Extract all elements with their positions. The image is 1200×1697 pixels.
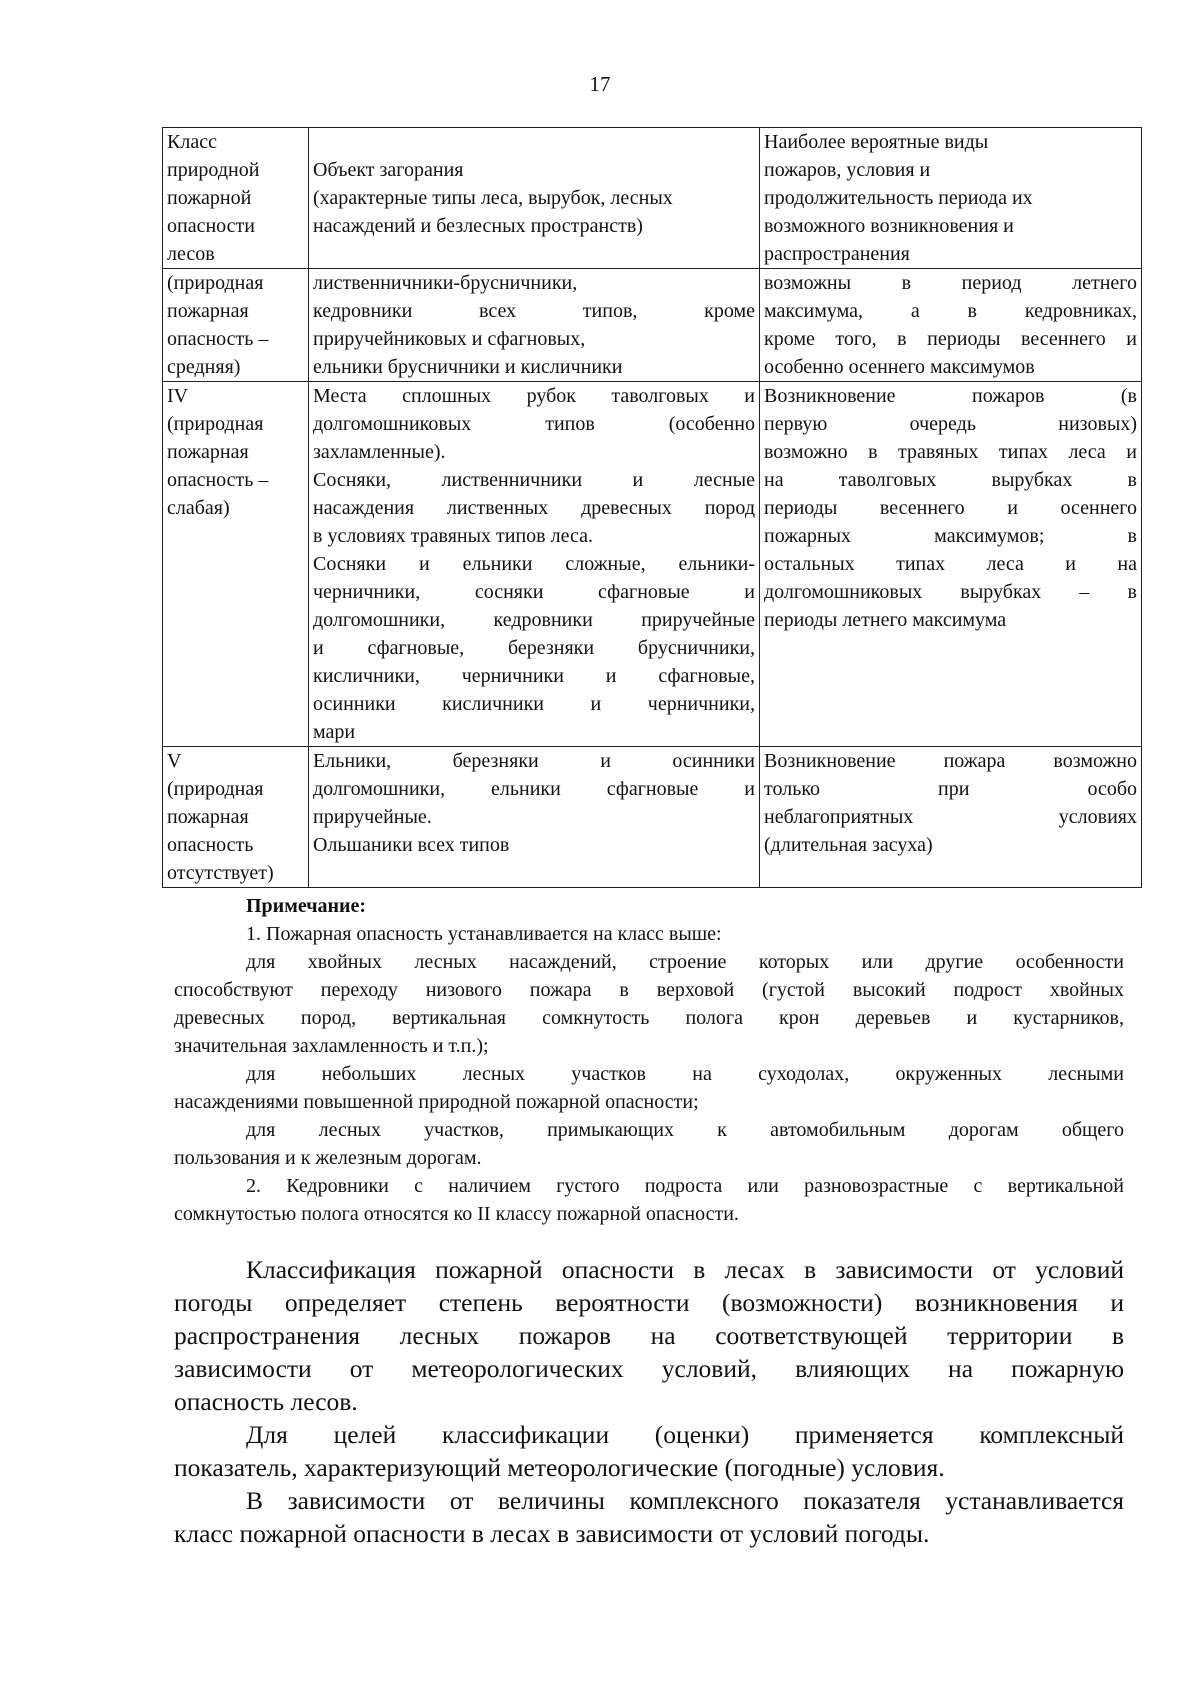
cell-line: максимума, а в кедровниках,	[764, 300, 1137, 322]
cell-line: Ельники, березняки и осинники	[313, 750, 755, 772]
cell-line: долгомошниковых вырубках – в	[764, 581, 1137, 603]
cell-line: (длительная засуха)	[764, 834, 933, 856]
cell-line: отсутствует)	[167, 862, 274, 884]
body-line: опасность лесов.	[174, 1387, 358, 1416]
cell-line: пожарной	[167, 187, 252, 209]
note-line: способствуют переходу низового пожара в верховой (густой высокий подрост хвойных	[174, 979, 1124, 1001]
table-header-row	[163, 128, 1142, 269]
cell-line: на таволговых вырубках в	[764, 469, 1137, 491]
cell-line: остальных типах леса и на	[764, 553, 1137, 575]
header-object-cell	[309, 128, 760, 269]
object-cell	[309, 269, 760, 382]
note-line: пользования и к железным дорогам.	[174, 1147, 482, 1169]
cell-line: Класс	[167, 131, 217, 153]
class-cell	[163, 382, 309, 747]
cell-line: только при особо	[764, 778, 1137, 800]
note-line: 2. Кедровники с наличием густого подроста или разновозрастные с вертикальной	[246, 1175, 1124, 1197]
cell-line: (природная	[167, 272, 264, 294]
cell-line: пожаров, условия и	[764, 159, 931, 181]
note-line: для хвойных лесных насаждений, строение которых или другие особенности	[246, 951, 1124, 973]
header-fire-types-cell	[760, 128, 1142, 269]
cell-line: долгомошники, кедровники приручейные	[313, 609, 755, 631]
cell-line: природной	[167, 159, 260, 181]
cell-line: периоды летнего максимума	[764, 609, 1007, 631]
cell-line: Объект загорания	[313, 159, 464, 181]
cell-line: пожарная	[167, 300, 249, 322]
table-row	[163, 269, 1142, 382]
body-line: погоды определяет степень вероятности (возможности) возникновения и	[174, 1288, 1124, 1317]
cell-line: пожарная	[167, 441, 249, 463]
cell-line: лесов	[167, 243, 215, 265]
cell-line: мари	[313, 721, 356, 743]
object-cell	[309, 382, 760, 747]
cell-line: приручейные.	[313, 806, 432, 828]
cell-line: возможно в травяных типах леса и	[764, 441, 1137, 463]
cell-line: осинники кисличники и черничники,	[313, 693, 755, 715]
note-title: Примечание:	[246, 895, 367, 917]
fire-danger-table	[162, 127, 1142, 888]
cell-line: опасность –	[167, 328, 269, 350]
cell-line: кроме того, в периоды весеннего и	[764, 328, 1137, 350]
table-note	[174, 892, 1124, 1228]
cell-line: Возникновение пожара возможно	[764, 750, 1137, 772]
cell-line: продолжительность периода их	[764, 187, 1033, 209]
note-line: для небольших лесных участков на суходолах, окруженных лесными	[246, 1063, 1124, 1085]
cell-line: и сфагновые, березняки брусничники,	[313, 637, 755, 659]
page-number: 17	[589, 72, 611, 96]
class-cell	[163, 269, 309, 382]
cell-line: возможного возникновения и	[764, 215, 1014, 237]
cell-line: Наиболее вероятные виды	[764, 131, 989, 153]
cell-line: долгомошники, ельники сфагновые и	[313, 778, 755, 800]
body-line: распространения лесных пожаров на соответствующей территории в	[174, 1321, 1124, 1350]
cell-line: пожарных максимумов; в	[764, 525, 1137, 547]
note-line: значительная захламленность и т.п.);	[174, 1035, 489, 1057]
note-line: сомкнутостью полога относятся ко II классу пожарной опасности.	[174, 1203, 739, 1225]
cell-line: Возникновение пожаров (в	[764, 385, 1137, 407]
note-line: для лесных участков, примыкающих к автомобильным дорогам общего	[246, 1119, 1124, 1141]
cell-line: (характерные типы леса, вырубок, лесных	[313, 187, 673, 209]
cell-line: черничники, сосняки сфагновые и	[313, 581, 755, 603]
cell-line: особенно осеннего максимумов	[764, 356, 1035, 378]
table-row	[163, 747, 1142, 888]
cell-line: кедровники всех типов, кроме	[313, 300, 755, 322]
body-line: Для целей классификации (оценки) применяется комплексный	[246, 1420, 1124, 1449]
cell-line: ельники брусничники и кисличники	[313, 356, 623, 378]
note-line: древесных пород, вертикальная сомкнутость полога крон деревьев и кустарников,	[174, 1007, 1124, 1029]
cell-line: периоды весеннего и осеннего	[764, 497, 1137, 519]
cell-line: Сосняки и ельники сложные, ельники-	[313, 553, 755, 575]
cell-line: средняя)	[167, 356, 241, 378]
body-line: Классификация пожарной опасности в лесах в зависимости от условий	[246, 1255, 1124, 1284]
cell-line: пожарная	[167, 806, 249, 828]
cell-line: первую очередь низовых)	[764, 413, 1137, 435]
class-cell	[163, 747, 309, 888]
fire-types-cell	[760, 747, 1142, 888]
cell-line: долгомошниковых типов (особенно	[313, 413, 755, 435]
cell-line: кисличники, черничники и сфагновые,	[313, 665, 755, 687]
cell-line: распространения	[764, 243, 910, 265]
cell-line: лиственничники-брусничники,	[313, 272, 578, 294]
cell-line: опасность	[167, 834, 254, 856]
body-text	[174, 1253, 1124, 1550]
object-cell	[309, 747, 760, 888]
note-line: 1. Пожарная опасность устанавливается на класс выше:	[246, 923, 722, 945]
cell-line: Места сплошных рубок таволговых и	[313, 385, 755, 407]
cell-line: Сосняки, лиственничники и лесные	[313, 469, 755, 491]
body-line: показатель, характеризующий метеорологические (погодные) условия.	[174, 1453, 945, 1482]
cell-line: (природная	[167, 413, 264, 435]
cell-line: неблагоприятных условиях	[764, 806, 1137, 828]
fire-types-cell	[760, 382, 1142, 747]
cell-line: IV	[167, 385, 189, 407]
cell-line: (природная	[167, 778, 264, 800]
cell-line: Ольшаники всех типов	[313, 834, 510, 856]
body-line: зависимости от метеорологических условий, влияющих на пожарную	[174, 1354, 1124, 1383]
body-line: В зависимости от величины комплексного показателя устанавливается	[246, 1486, 1124, 1515]
cell-line: опасность –	[167, 469, 269, 491]
cell-line: опасности	[167, 215, 255, 237]
cell-line: в условиях травяных типов леса.	[313, 525, 593, 547]
cell-line: возможны в период летнего	[764, 272, 1137, 294]
note-line: насаждениями повышенной природной пожарной опасности;	[174, 1091, 699, 1113]
cell-line: захламленные).	[313, 441, 446, 463]
cell-line: приручейниковых и сфагновых,	[313, 328, 586, 350]
fire-types-cell	[760, 269, 1142, 382]
body-line: класс пожарной опасности в лесах в зависимости от условий погоды.	[174, 1519, 930, 1548]
table-row	[163, 382, 1142, 747]
cell-line: V	[167, 750, 182, 772]
cell-line: насаждений и безлесных пространств)	[313, 215, 643, 237]
cell-line: насаждения лиственных древесных пород	[313, 497, 755, 519]
cell-line: слабая)	[167, 497, 230, 519]
header-class-cell	[163, 128, 309, 269]
